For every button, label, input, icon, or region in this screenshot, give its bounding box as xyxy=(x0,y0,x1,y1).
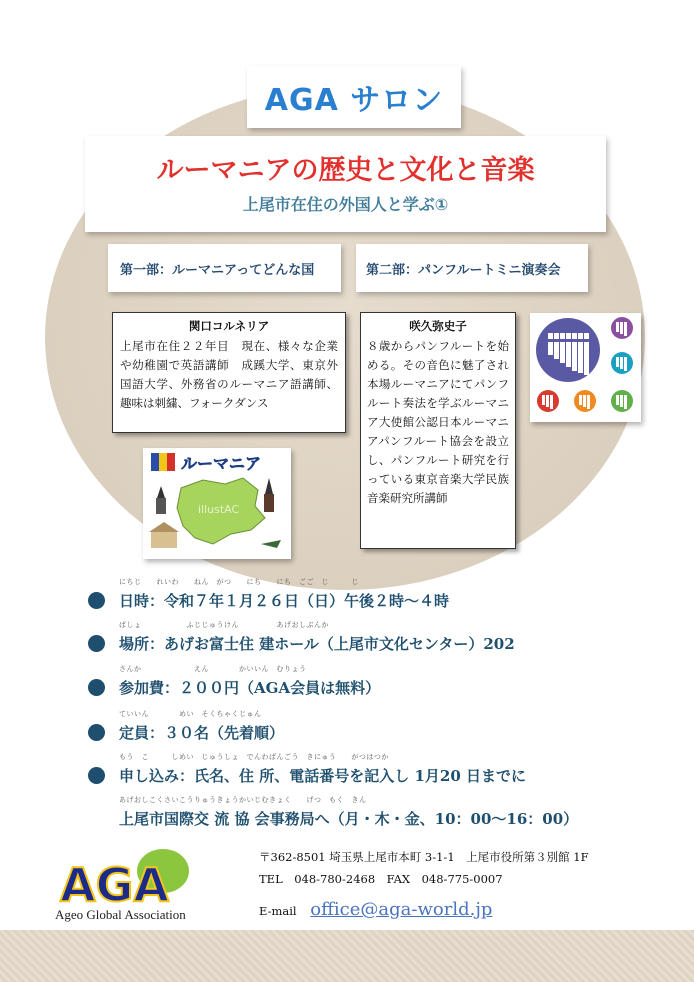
salon-title: AGA サロン xyxy=(264,83,444,118)
church-icon xyxy=(157,486,165,498)
contact-phone: TEL 048-780-2468 FAX 048-775-0007 xyxy=(259,872,503,886)
date-ruby: にちじ れいわ ねん がつ にち にち ごご じ じ xyxy=(119,578,359,586)
speaker1-bio xyxy=(112,312,346,433)
map-label: ルーマニア xyxy=(181,454,262,473)
bullet-icon xyxy=(88,592,105,609)
info-capacity xyxy=(88,710,285,743)
speaker2-bio xyxy=(360,312,516,549)
romania-map-illustration xyxy=(143,448,291,559)
panflute-icons xyxy=(530,313,641,422)
bullet-icon xyxy=(88,635,105,652)
part1-label: 第一部：ルーマニアってどんな国 xyxy=(120,262,315,278)
capacity-ruby: ていいん めい そくちゃくじゅん xyxy=(119,710,262,718)
info-fee xyxy=(88,665,381,698)
speaker2-text: ８歳からパンフルートを始める。その音色に魅了され本場ルーマニアにてパンフルート奏法を学ぶルーマニア大使館公認日本ルーマニアパンフルート協会を設立し、パンフルート研究を行っている東京音楽大学民族音楽研究所講師 xyxy=(367,339,509,505)
place-ruby: ばしょ ふじじゅうけん あげおしぶんか xyxy=(119,621,329,629)
speaker1-name: 関口コルネリア xyxy=(188,319,270,333)
panflute-icon-card xyxy=(530,313,641,422)
fee-text: 参加費：２００円（AGA会員は無料） xyxy=(119,679,381,697)
tower-icon xyxy=(265,478,273,494)
apply-ruby: もう こ しめい じゅうしょ でんわばんごう きにゅう がつはつか xyxy=(119,753,389,761)
email-link[interactable]: office@aga-world.jp xyxy=(310,899,493,920)
email-label: E-mail xyxy=(259,904,297,918)
flag-icon xyxy=(151,453,159,471)
fee-ruby: さんか えん かいいん むりょう xyxy=(119,665,307,673)
event-subtitle: 上尾市在住の外国人と学ぶ① xyxy=(242,195,449,214)
date-text: 日時：令和７年１月２６日（日）午後２時～４時 xyxy=(119,592,450,610)
part2-card xyxy=(356,244,588,292)
bullet-icon xyxy=(88,724,105,741)
office-text: 上尾市国際交 流 協 会事務局へ（月・木・金、10：00～16：00） xyxy=(119,810,579,828)
place-text: 場所：あげお富士住 建ホール（上尾市文化センター）202 xyxy=(119,635,515,653)
contact-address: 〒362-8501 埼玉県上尾市本町 3-1-1 上尾市役所第３別館 1F xyxy=(259,850,589,864)
info-apply xyxy=(88,753,526,786)
capacity-text: 定員：３０名（先着順） xyxy=(119,724,285,742)
logo-name: Ageo Global Association xyxy=(55,907,186,922)
watermark: illustAC xyxy=(198,503,240,516)
logo-mark: AGA xyxy=(60,858,169,912)
speaker2-name: 咲久弥史子 xyxy=(409,319,467,333)
info-place xyxy=(88,621,515,654)
aga-logo xyxy=(55,845,240,925)
part2-label: 第二部：パンフルートミニ演奏会 xyxy=(366,262,561,278)
main-title-card xyxy=(85,136,606,232)
bullet-icon xyxy=(88,679,105,696)
event-title: ルーマニアの歴史と文化と音楽 xyxy=(156,155,535,186)
building-icon xyxy=(151,532,177,548)
info-date xyxy=(88,578,450,611)
info-office xyxy=(119,796,579,829)
office-ruby: あげおしこくさいこうりゅうきょうかいじむきょく げつ もく きん xyxy=(119,796,367,804)
contact-email-row xyxy=(259,899,492,920)
salon-title-card xyxy=(247,66,461,128)
part1-card xyxy=(108,244,341,292)
footer-texture xyxy=(0,930,694,982)
speaker1-text: 上尾市在住２２年目 現在、様々な企業や幼稚園で英語講師 成蹊大学、東京外国語大学、外務省のルーマニア語講師、趣味は刺繍、フォークダンス xyxy=(120,339,338,410)
apply-text: 申し込み：氏名、住 所、電話番号を記入し 1月20 日までに xyxy=(119,767,526,785)
bullet-icon xyxy=(88,767,105,784)
